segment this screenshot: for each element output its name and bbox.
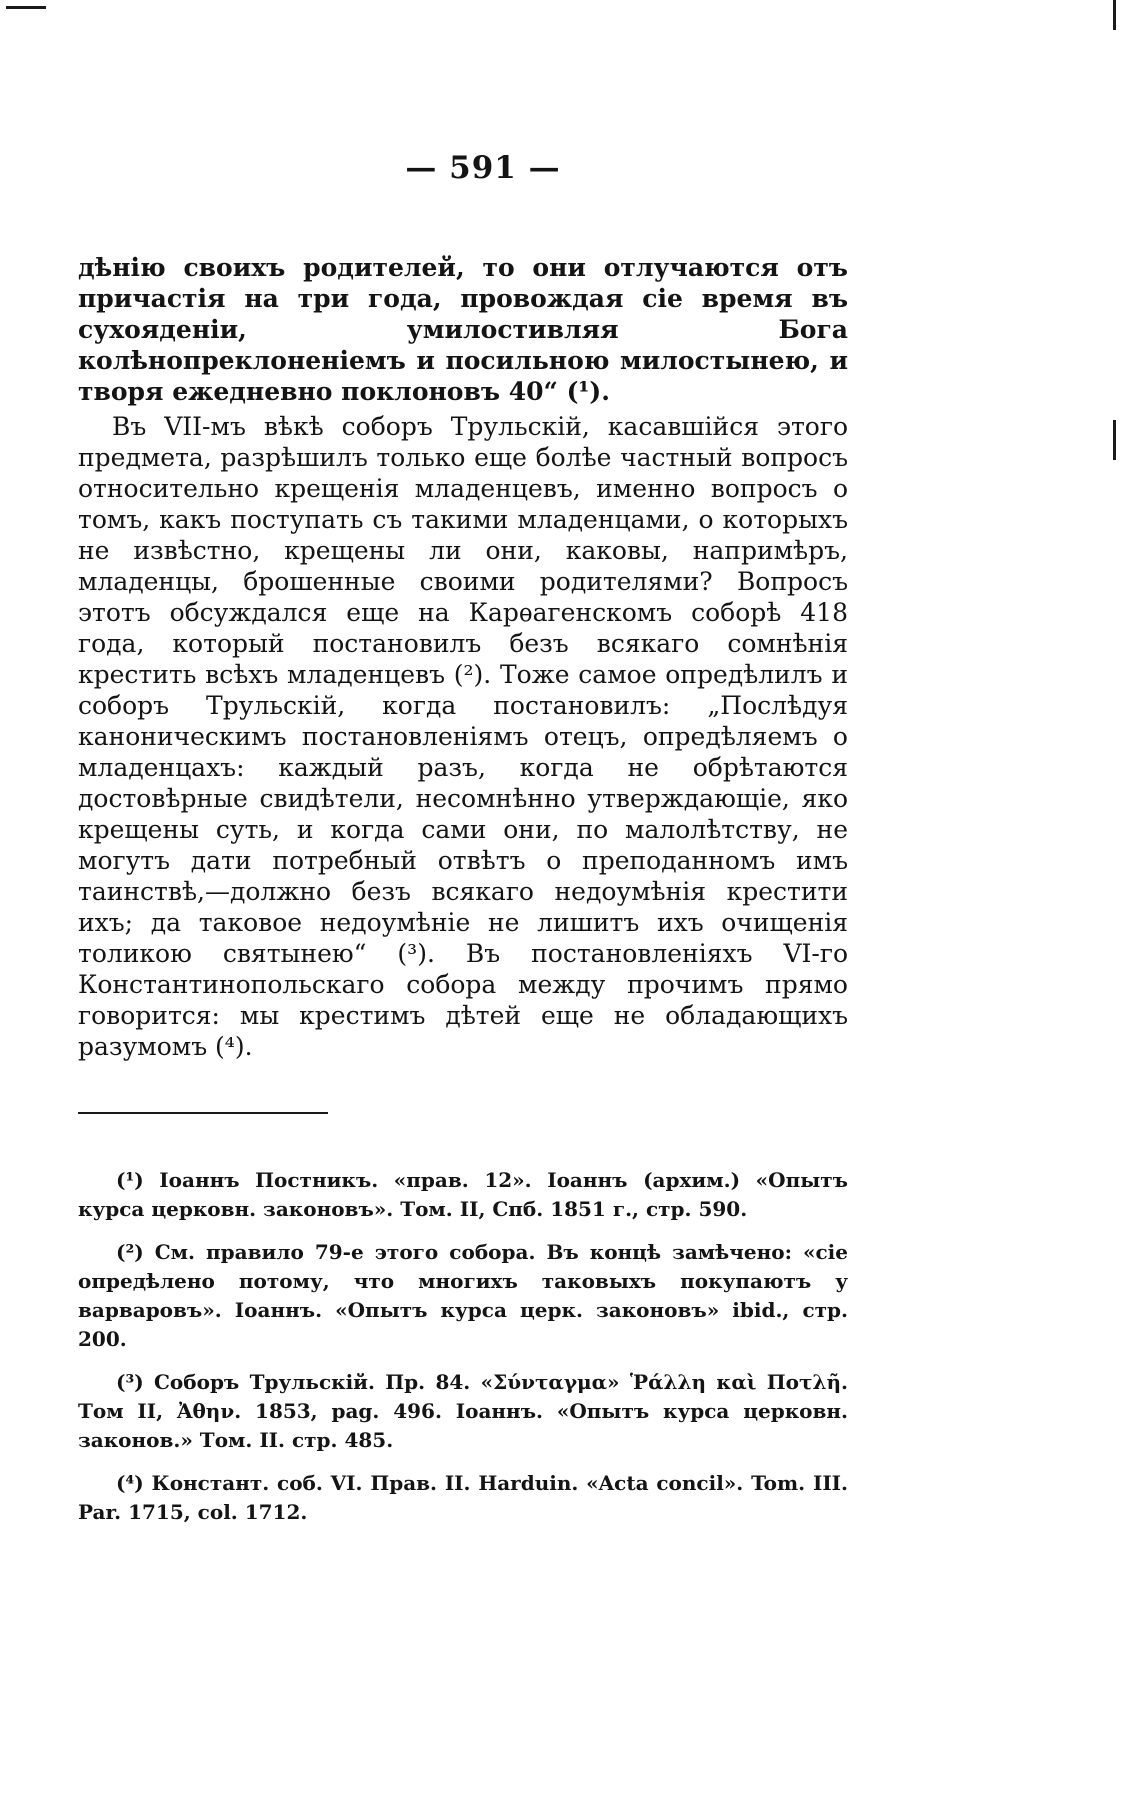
body-paragraph: Въ VII-мъ вѣкѣ соборъ Трульскій, касавшійся этого предмета, разрѣшилъ только еще болѣе частный вопросъ относительно крещенія младенцевъ, именно вопросъ о томъ, какъ поступать съ такими младенцами, о которыхъ не извѣстно, крещены ли они, каковы, напримѣръ, младенцы, брошенные своими родителями? Вопросъ этотъ обсуждался еще на Карѳагенскомъ соборѣ 418 года, который постановилъ безъ всякаго сомнѣнія крестить всѣхъ младенцевъ (²). Тоже самое опредѣлилъ и соборъ Трульскій, когда постановилъ: „Послѣдуя каноническимъ постановленіямъ отецъ, опредѣляемъ о младенцахъ: каждый разъ, когда не обрѣтаются достовѣрные свидѣтели, несомнѣнно утверждающіе, яко крещены суть, и когда сами они, по малолѣтству, не могутъ дати потребный отвѣтъ о преподанномъ имъ таинствѣ,—должно безъ всякаго недоумѣнія крестити ихъ; да таковое недоумѣніе не лишитъ ихъ очищенія толикою святынею“ (³). Въ постановленіяхъ VI-го Константинопольскаго собора между прочимъ прямо говорится: мы крестимъ дѣтей еще не обладающихъ разумомъ (⁴). <box>78 412 848 1061</box>
page-number: — 591 — <box>405 150 561 186</box>
footnote: (¹) Іоаннъ Постникъ. «прав. 12». Іоаннъ (архим.) «Опытъ курса церковн. законовъ». Том. II, Спб. 1851 г., стр. 590. <box>78 1168 848 1221</box>
footnote-divider <box>78 1112 328 1114</box>
main-text <box>78 252 848 1062</box>
footnote: (³) Соборъ Трульскій. Пр. 84. «Σύνταγμα» Ῥάλλη καὶ Ποτλῆ. Том II, Ἀθην. 1853, pag. 496. Іоаннъ. «Опытъ курса церковн. законов.» Том. II. стр. 485. <box>78 1370 848 1452</box>
footnote: (²) См. правило 79-е этого собора. Въ концѣ замѣчено: «сіе опредѣлено потому, что многихъ таковыхъ покупаютъ у варваровъ». Іоаннъ. «Опытъ курса церк. законовъ» ibid., стр. 200. <box>78 1240 848 1351</box>
document-page <box>78 150 848 1541</box>
scan-corner-mark <box>6 6 46 9</box>
footnote: (⁴) Констант. соб. VI. Прав. II. Harduin. «Acta concil». Tom. III. Par. 1715, col. 1712. <box>78 1471 848 1524</box>
continued-paragraph: дѣнію своихъ родителей, то они отлучаются отъ причастія на три года, провождая сіе время въ сухояденіи, умилостивляя Бога колѣнопреклоненіемъ и посильною милостынею, и творя ежедневно поклоновъ 40“ (¹). <box>78 253 848 406</box>
footnotes <box>78 1166 848 1527</box>
scan-edge-mark <box>1113 420 1116 460</box>
scan-edge-mark <box>1113 0 1116 30</box>
